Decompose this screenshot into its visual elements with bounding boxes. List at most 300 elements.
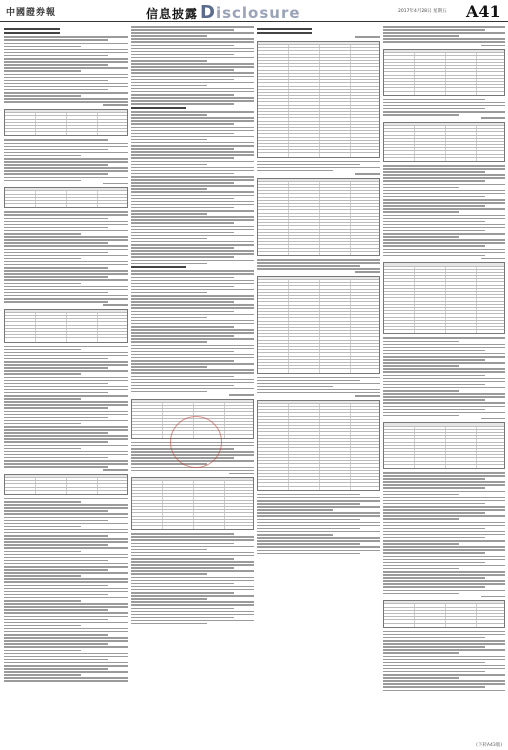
text-line	[383, 583, 505, 585]
text-line	[383, 365, 459, 367]
text-line	[4, 373, 81, 375]
text-line	[4, 295, 128, 297]
text-line	[131, 311, 234, 313]
text-line	[257, 167, 380, 169]
text-line	[131, 91, 254, 93]
text-line	[4, 677, 128, 679]
table-row	[384, 92, 504, 95]
text-line	[131, 357, 254, 359]
text-line	[383, 371, 505, 373]
text-line	[4, 67, 128, 69]
text-line	[131, 188, 207, 190]
text-line	[131, 244, 254, 246]
text-line	[383, 481, 505, 483]
text-line	[257, 386, 333, 388]
text-line	[257, 268, 380, 270]
text-line	[131, 388, 254, 390]
text-line	[4, 86, 128, 88]
section-heading	[131, 266, 186, 268]
text-line	[4, 466, 108, 468]
text-line	[131, 611, 254, 613]
text-line	[383, 32, 505, 34]
text-line	[383, 409, 485, 411]
text-line	[4, 588, 128, 590]
text-line	[4, 538, 128, 540]
text-line	[4, 643, 108, 645]
text-line	[4, 239, 128, 241]
text-line	[4, 52, 128, 54]
text-line	[383, 552, 485, 554]
section-heading	[4, 32, 60, 34]
text-line	[383, 646, 485, 648]
text-line	[383, 208, 505, 210]
text-line	[131, 130, 254, 132]
text-line	[4, 70, 81, 72]
text-line	[383, 484, 505, 486]
text-line	[383, 399, 485, 401]
text-line	[4, 535, 108, 537]
text-line	[4, 352, 128, 354]
text-line	[257, 543, 360, 545]
section-title-cn: 信息披露	[146, 7, 199, 21]
text-line	[4, 139, 108, 141]
text-line	[4, 380, 128, 382]
financial-table	[131, 477, 254, 530]
table-unit-note	[355, 395, 380, 397]
text-line	[131, 226, 254, 228]
text-line	[4, 364, 128, 366]
text-line	[4, 89, 108, 91]
text-line	[131, 263, 207, 265]
text-line	[131, 210, 254, 212]
text-line	[383, 108, 485, 110]
text-line	[131, 173, 234, 175]
table-row	[5, 132, 127, 135]
text-line	[383, 487, 485, 489]
text-line	[131, 191, 254, 193]
text-line	[4, 603, 128, 605]
text-line	[4, 358, 108, 360]
text-line	[4, 668, 108, 670]
text-line	[131, 29, 234, 31]
text-line	[257, 377, 380, 379]
text-line	[383, 565, 505, 567]
text-line	[131, 273, 254, 275]
text-line	[383, 218, 505, 220]
text-line	[4, 46, 81, 48]
text-line	[4, 680, 128, 682]
text-line	[4, 504, 128, 506]
text-line	[383, 384, 485, 386]
text-line	[131, 60, 207, 62]
text-line	[383, 199, 505, 201]
text-line	[131, 136, 254, 138]
text-line	[383, 368, 505, 370]
text-line	[4, 646, 128, 648]
text-line	[4, 377, 128, 379]
text-line	[257, 392, 380, 394]
text-line	[131, 204, 254, 206]
text-line	[4, 264, 128, 266]
text-line	[4, 83, 128, 85]
text-line	[4, 653, 128, 655]
text-line	[4, 423, 81, 425]
text-line	[131, 117, 254, 119]
text-line	[4, 74, 128, 76]
text-line	[131, 345, 254, 347]
text-line	[383, 187, 459, 189]
table-row	[384, 465, 504, 468]
text-line	[257, 506, 380, 508]
text-line	[383, 568, 459, 570]
text-line	[4, 569, 108, 571]
text-line	[131, 289, 254, 291]
text-line	[131, 376, 234, 378]
text-line	[383, 506, 505, 508]
text-line	[4, 541, 128, 543]
text-line	[383, 165, 505, 167]
financial-table	[383, 122, 505, 162]
text-line	[131, 127, 254, 129]
text-line	[131, 97, 254, 99]
text-line	[257, 500, 380, 502]
text-line	[4, 585, 108, 587]
text-line	[4, 242, 108, 244]
text-line	[4, 346, 128, 348]
text-line	[131, 369, 254, 371]
text-line	[131, 354, 254, 356]
text-line	[4, 36, 128, 38]
text-line	[131, 595, 254, 597]
table-row	[384, 624, 504, 627]
text-line	[4, 383, 108, 385]
text-line	[4, 551, 81, 553]
text-line	[131, 564, 254, 566]
financial-table	[257, 41, 380, 158]
text-line	[131, 157, 234, 159]
text-line	[4, 80, 108, 82]
text-line	[383, 674, 505, 676]
text-line	[4, 255, 128, 257]
text-line	[4, 395, 128, 397]
text-line	[383, 29, 485, 31]
text-line	[131, 41, 254, 43]
text-line	[131, 295, 254, 297]
text-line	[131, 623, 207, 625]
text-line	[4, 597, 128, 599]
text-line	[257, 259, 380, 261]
text-line	[257, 164, 360, 166]
text-line	[383, 491, 505, 493]
text-line	[4, 501, 81, 503]
text-line	[4, 227, 108, 229]
financial-table	[4, 474, 128, 495]
text-line	[131, 45, 234, 47]
text-line	[131, 222, 234, 224]
text-line	[131, 549, 207, 551]
text-line	[4, 526, 81, 528]
text-line	[257, 380, 360, 382]
text-line	[257, 522, 380, 524]
text-line	[131, 256, 234, 258]
text-line	[4, 180, 81, 182]
text-line	[4, 152, 128, 154]
text-line	[131, 326, 234, 328]
text-line	[383, 190, 505, 192]
table-unit-note	[481, 117, 505, 119]
text-line	[383, 215, 505, 217]
text-line	[257, 262, 380, 264]
text-line	[257, 515, 380, 517]
text-line	[383, 205, 485, 207]
text-line	[4, 273, 128, 275]
text-line	[383, 662, 485, 664]
text-line	[383, 353, 505, 355]
text-line	[383, 26, 505, 28]
table-unit-note	[103, 469, 128, 471]
text-line	[383, 174, 505, 176]
column-3	[257, 26, 380, 742]
text-line	[257, 389, 380, 391]
text-line	[131, 241, 254, 243]
text-line	[131, 372, 254, 374]
text-line	[131, 270, 254, 272]
text-line	[257, 540, 380, 542]
text-line	[4, 49, 128, 51]
text-line	[4, 674, 81, 676]
text-line	[383, 406, 505, 408]
text-line	[4, 155, 81, 157]
table-row	[5, 338, 127, 341]
text-line	[4, 426, 128, 428]
text-line	[131, 363, 254, 365]
table-row	[258, 153, 379, 156]
text-line	[4, 460, 128, 462]
text-line	[131, 351, 234, 353]
text-line	[131, 35, 207, 37]
text-line	[131, 198, 234, 200]
text-line	[131, 561, 254, 563]
company-seal	[170, 416, 222, 468]
text-line	[383, 634, 505, 636]
text-line	[383, 38, 505, 40]
text-line	[257, 512, 380, 514]
text-line	[383, 41, 505, 43]
text-line	[4, 445, 128, 447]
text-line	[131, 379, 254, 381]
text-line	[4, 566, 128, 568]
text-line	[131, 142, 254, 144]
text-line	[383, 102, 505, 104]
text-line	[383, 500, 505, 502]
text-line	[383, 171, 485, 173]
text-line	[131, 26, 254, 28]
table-row	[258, 487, 379, 490]
text-line	[4, 662, 128, 664]
text-line	[131, 51, 254, 53]
text-line	[131, 589, 254, 591]
text-line	[383, 337, 505, 339]
text-line	[131, 592, 234, 594]
text-line	[383, 249, 505, 251]
text-line	[383, 518, 459, 520]
text-line	[383, 180, 485, 182]
text-line	[4, 523, 128, 525]
text-line	[131, 145, 254, 147]
text-line	[4, 640, 128, 642]
text-line	[131, 543, 234, 545]
text-line	[4, 507, 128, 509]
text-line	[4, 177, 128, 179]
section-initial: D	[200, 2, 216, 23]
text-line	[131, 100, 254, 102]
financial-table	[4, 309, 128, 343]
text-line	[383, 534, 505, 536]
text-line	[131, 583, 234, 585]
text-line	[131, 536, 254, 538]
text-line	[131, 250, 254, 252]
text-line	[4, 532, 128, 534]
text-line	[131, 317, 207, 319]
text-line	[131, 123, 234, 125]
text-line	[4, 616, 128, 618]
text-line	[131, 151, 254, 153]
text-line	[383, 347, 505, 349]
text-line	[4, 267, 108, 269]
text-line	[383, 586, 485, 588]
text-line	[383, 184, 505, 186]
text-line	[257, 528, 360, 530]
text-line	[131, 232, 234, 234]
text-line	[383, 375, 485, 377]
table-row	[258, 252, 379, 255]
text-line	[383, 344, 505, 346]
text-line	[4, 233, 81, 235]
text-line	[4, 656, 128, 658]
text-line	[383, 522, 505, 524]
text-line	[383, 236, 459, 238]
table-unit-note	[355, 271, 380, 273]
text-line	[131, 57, 254, 59]
text-line	[131, 301, 234, 303]
text-line	[131, 219, 254, 221]
text-line	[383, 543, 459, 545]
text-line	[131, 82, 254, 84]
text-line	[4, 622, 128, 624]
text-line	[383, 105, 505, 107]
text-line	[131, 341, 207, 343]
text-line	[4, 637, 128, 639]
text-line	[257, 525, 380, 527]
text-line	[131, 329, 254, 331]
text-line	[4, 563, 128, 565]
text-line	[383, 221, 485, 223]
text-line	[131, 533, 234, 535]
text-line	[131, 207, 234, 209]
text-line	[131, 235, 254, 237]
text-line	[4, 429, 128, 431]
text-line	[383, 683, 505, 685]
text-line	[4, 411, 128, 413]
text-line	[131, 72, 254, 74]
text-line	[131, 360, 234, 362]
text-line	[131, 63, 254, 65]
text-line	[383, 671, 485, 673]
text-line	[383, 475, 505, 477]
text-line	[4, 367, 108, 369]
text-line	[383, 359, 485, 361]
text-line	[4, 560, 108, 562]
text-line	[4, 513, 128, 515]
text-line	[257, 534, 333, 536]
financial-table	[383, 600, 505, 628]
text-line	[383, 390, 459, 392]
text-line	[131, 66, 254, 68]
section-banner	[142, 2, 301, 23]
text-line	[131, 229, 254, 231]
text-line	[131, 601, 254, 603]
text-line	[4, 650, 81, 652]
text-line	[257, 537, 380, 539]
text-line	[131, 292, 207, 294]
text-line	[4, 417, 108, 419]
text-line	[131, 195, 254, 197]
table-unit-note	[481, 418, 505, 420]
text-line	[131, 185, 254, 187]
text-line	[131, 48, 254, 50]
text-line	[131, 253, 254, 255]
text-line	[131, 307, 254, 309]
text-line	[383, 177, 505, 179]
text-line	[4, 432, 108, 434]
text-line	[383, 255, 485, 257]
text-line	[4, 631, 128, 633]
text-line	[131, 85, 207, 87]
text-line	[383, 531, 505, 533]
text-line	[4, 398, 81, 400]
text-line	[257, 265, 360, 267]
text-line	[257, 519, 360, 521]
text-line	[131, 338, 254, 340]
text-line	[257, 546, 380, 548]
table-row	[384, 158, 504, 161]
table-row	[5, 204, 127, 207]
table-unit-note	[103, 304, 128, 306]
text-line	[4, 625, 81, 627]
text-line	[4, 671, 128, 673]
text-line	[4, 463, 128, 465]
financial-table	[383, 262, 505, 334]
text-line	[4, 665, 128, 667]
text-line	[131, 366, 207, 368]
text-line	[383, 690, 505, 692]
text-line	[383, 677, 459, 679]
text-line	[4, 600, 81, 602]
text-line	[131, 558, 234, 560]
text-line	[383, 224, 505, 226]
text-line	[4, 143, 128, 145]
table-unit-note	[229, 473, 254, 475]
text-line	[131, 148, 234, 150]
text-line	[4, 498, 128, 500]
text-line	[131, 238, 207, 240]
text-line	[131, 154, 254, 156]
text-line	[257, 550, 380, 552]
text-line	[383, 668, 505, 670]
text-line	[4, 520, 108, 522]
text-line	[383, 512, 485, 514]
text-line	[4, 286, 128, 288]
